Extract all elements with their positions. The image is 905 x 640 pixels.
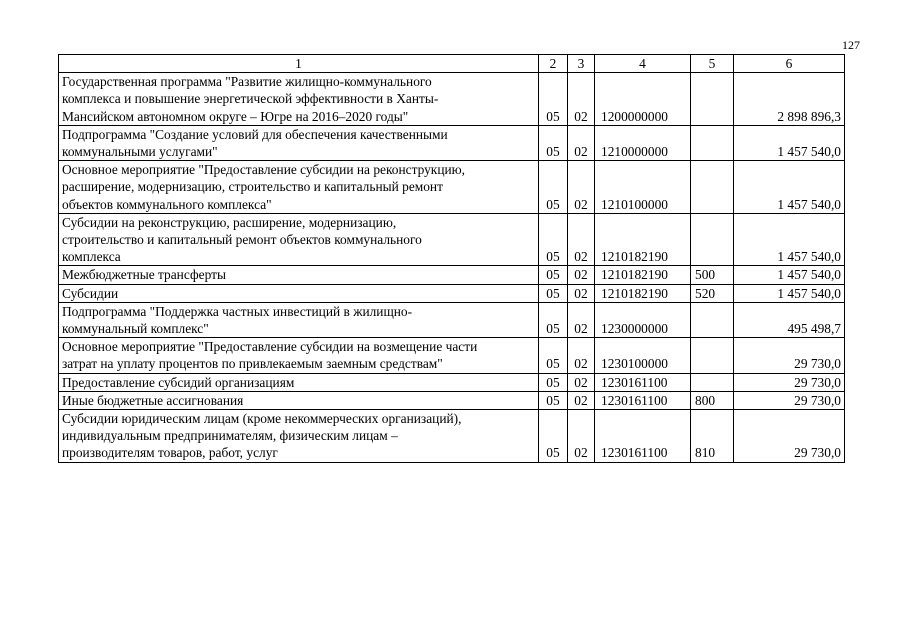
table-row [59,161,845,214]
row-target-code: 1230161100 [595,410,691,463]
row-name: Подпрограмма "Создание условий для обеспечения качественными коммунальными услугами" [59,125,539,160]
header-col-2: 2 [539,55,568,73]
row-section: 05 [539,161,568,214]
table-row [59,410,845,463]
row-name: Субсидии на реконструкцию, расширение, модернизацию, строительство и капитальный ремонт объектов коммунального комплекса [59,213,539,266]
row-amount: 2 898 896,3 [734,73,845,126]
header-col-4: 4 [595,55,691,73]
row-amount: 1 457 540,0 [734,161,845,214]
row-section: 05 [539,284,568,302]
row-section: 05 [539,391,568,409]
page-number: 127 [842,38,860,52]
table-row [59,73,845,126]
row-subsection: 02 [568,213,595,266]
table-row [59,213,845,266]
row-expense-type: 810 [691,410,734,463]
row-name: Предоставление субсидий организациям [59,373,539,391]
row-expense-type [691,213,734,266]
row-subsection: 02 [568,284,595,302]
row-section: 05 [539,266,568,284]
row-target-code: 1210100000 [595,161,691,214]
row-subsection: 02 [568,161,595,214]
row-subsection: 02 [568,302,595,337]
table-header-row [59,55,845,73]
header-col-1: 1 [59,55,539,73]
row-subsection: 02 [568,373,595,391]
table-row [59,373,845,391]
row-name: Субсидии юридическим лицам (кроме некоммерческих организаций), индивидуальным предпринимателям, физическим лицам – производителям товаров, работ, услуг [59,410,539,463]
row-name: Основное мероприятие "Предоставление субсидии на реконструкцию, расширение, модернизацию, строительство и капитальный ремонт объектов коммунального комплекса" [59,161,539,214]
row-expense-type [691,338,734,373]
row-amount: 29 730,0 [734,391,845,409]
row-target-code: 1200000000 [595,73,691,126]
row-target-code: 1230161100 [595,373,691,391]
row-target-code: 1210182190 [595,213,691,266]
row-name: Основное мероприятие "Предоставление субсидии на возмещение части затрат на уплату процентов по привлекаемым заемным средствам" [59,338,539,373]
row-section: 05 [539,73,568,126]
row-target-code: 1230161100 [595,391,691,409]
row-section: 05 [539,213,568,266]
row-name: Иные бюджетные ассигнования [59,391,539,409]
row-expense-type [691,302,734,337]
budget-table [58,54,845,463]
table-row [59,284,845,302]
row-target-code: 1230100000 [595,338,691,373]
row-amount: 1 457 540,0 [734,125,845,160]
table-row [59,266,845,284]
row-expense-type: 800 [691,391,734,409]
row-expense-type [691,73,734,126]
header-col-3: 3 [568,55,595,73]
row-subsection: 02 [568,73,595,126]
row-amount: 1 457 540,0 [734,266,845,284]
table-row [59,391,845,409]
row-expense-type: 520 [691,284,734,302]
row-subsection: 02 [568,125,595,160]
row-subsection: 02 [568,410,595,463]
row-expense-type [691,125,734,160]
row-name: Субсидии [59,284,539,302]
row-section: 05 [539,410,568,463]
row-amount: 29 730,0 [734,373,845,391]
table-row [59,125,845,160]
row-name: Подпрограмма "Поддержка частных инвестиций в жилищно- коммунальный комплекс" [59,302,539,337]
row-section: 05 [539,338,568,373]
row-expense-type [691,161,734,214]
row-amount: 29 730,0 [734,410,845,463]
row-target-code: 1210000000 [595,125,691,160]
row-target-code: 1210182190 [595,266,691,284]
row-amount: 1 457 540,0 [734,284,845,302]
row-section: 05 [539,302,568,337]
row-section: 05 [539,373,568,391]
row-subsection: 02 [568,391,595,409]
row-amount: 1 457 540,0 [734,213,845,266]
row-amount: 495 498,7 [734,302,845,337]
row-expense-type [691,373,734,391]
header-col-6: 6 [734,55,845,73]
table-row [59,302,845,337]
row-target-code: 1230000000 [595,302,691,337]
row-subsection: 02 [568,338,595,373]
table-row [59,338,845,373]
row-amount: 29 730,0 [734,338,845,373]
row-name: Государственная программа "Развитие жилищно-коммунального комплекса и повышение энергетической эффективности в Ханты- Мансийском автономном округе – Югре на 2016–2020 годы" [59,73,539,126]
row-name: Межбюджетные трансферты [59,266,539,284]
row-section: 05 [539,125,568,160]
row-expense-type: 500 [691,266,734,284]
row-target-code: 1210182190 [595,284,691,302]
header-col-5: 5 [691,55,734,73]
row-subsection: 02 [568,266,595,284]
